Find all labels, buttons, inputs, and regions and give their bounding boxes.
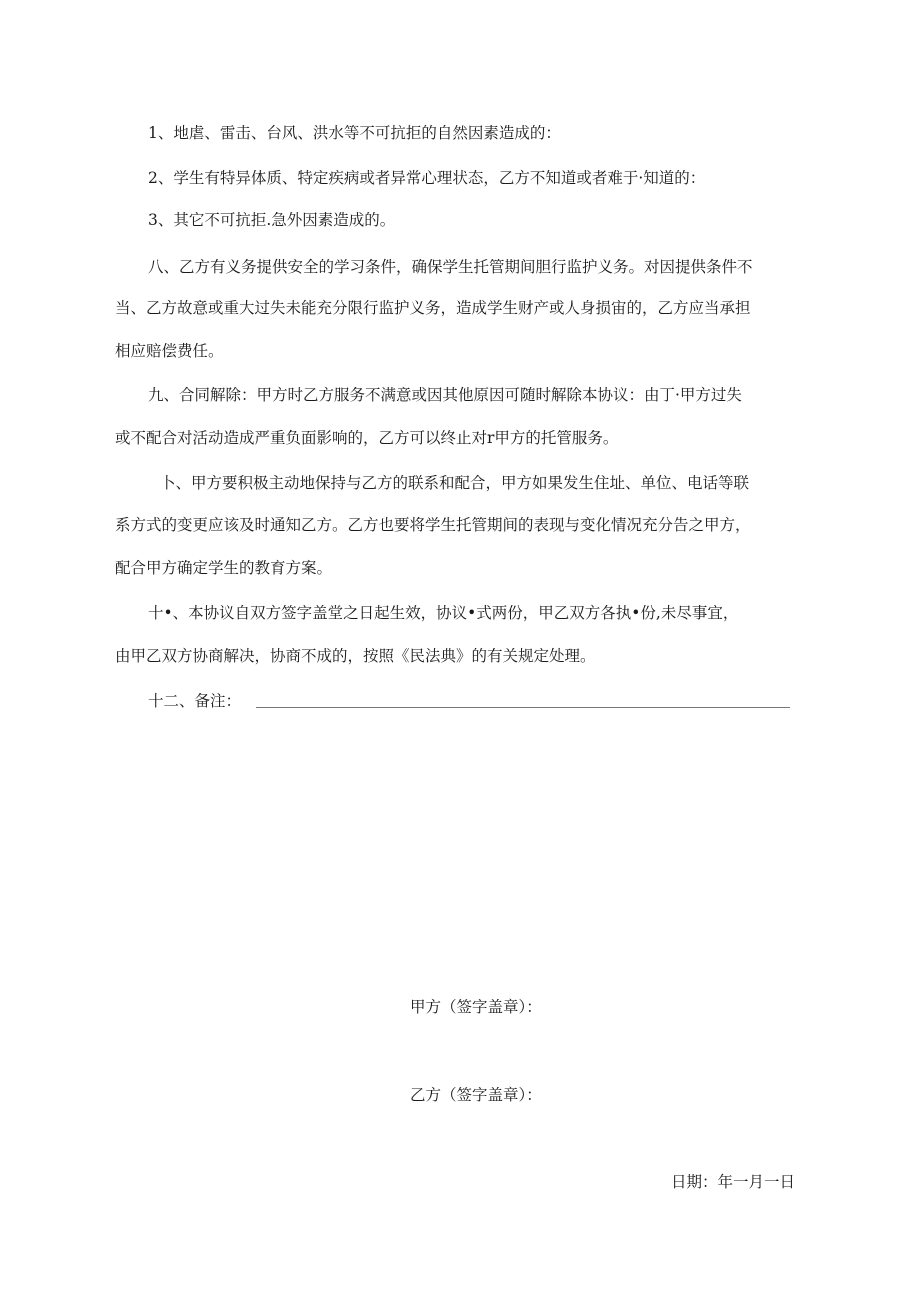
list-item-3: 3、其它不可抗拒.急外因素造成的。	[148, 211, 396, 229]
list-item-1: 1、地虐、雷击、台风、洪水等不可抗拒的自然因素造成的：	[148, 124, 561, 142]
clause-11-line-1: 十•、本协议自双方签字盖堂之日起生效，协议•式两份，甲乙双方各执•份,未尽事宜，	[148, 604, 739, 622]
party-b-signature: 乙方（签字盖章）：	[410, 1086, 542, 1104]
notes-blank-line	[256, 707, 790, 708]
party-a-signature: 甲方（签字盖章）：	[410, 998, 542, 1016]
signing-date: 日期：年一月一日	[671, 1173, 796, 1191]
clause-10-line-3: 配合甲方确定学生的教育方案。	[115, 559, 333, 577]
clause-8-line-2: 当、乙方故意或重大过失未能充分限行监护义务，造成学生财产或人身损宙的，乙方应当承担	[115, 299, 751, 317]
clause-11-line-2: 由甲乙双方协商解决，协商不成的，按照《民法典》的有关规定处理。	[115, 647, 596, 665]
notes-label: 十二、备注：	[148, 692, 242, 710]
clause-8-line-1: 八、乙方有义务提供安全的学习条件，确保学生托管期间胆行监护义务。对因提供条件不	[148, 258, 753, 276]
clause-9-line-1: 九、合同解除：甲方时乙方服务不满意或因其他原因可随时解除本协议：由丁·甲方过失	[148, 386, 742, 404]
clause-10-line-2: 系方式的变更应该及时通知乙方。乙方也要将学生托管期间的表现与变化情况充分告之甲方，	[115, 516, 751, 534]
clause-8-line-3: 相应赔偿费任。	[115, 342, 224, 360]
clause-9-line-2: 或不配合对活动造成严重负面影响的，乙方可以终止对r甲方的托管服务。	[115, 429, 619, 447]
clause-10-line-1: 卜、甲方要积极主动地保持与乙方的联系和配合，甲方如果发生住址、单位、电话等联	[160, 474, 750, 492]
list-item-2: 2、学生有特异体质、特定疾病或者异常心理状态，乙方不知道或者难于·知道的：	[148, 169, 706, 187]
